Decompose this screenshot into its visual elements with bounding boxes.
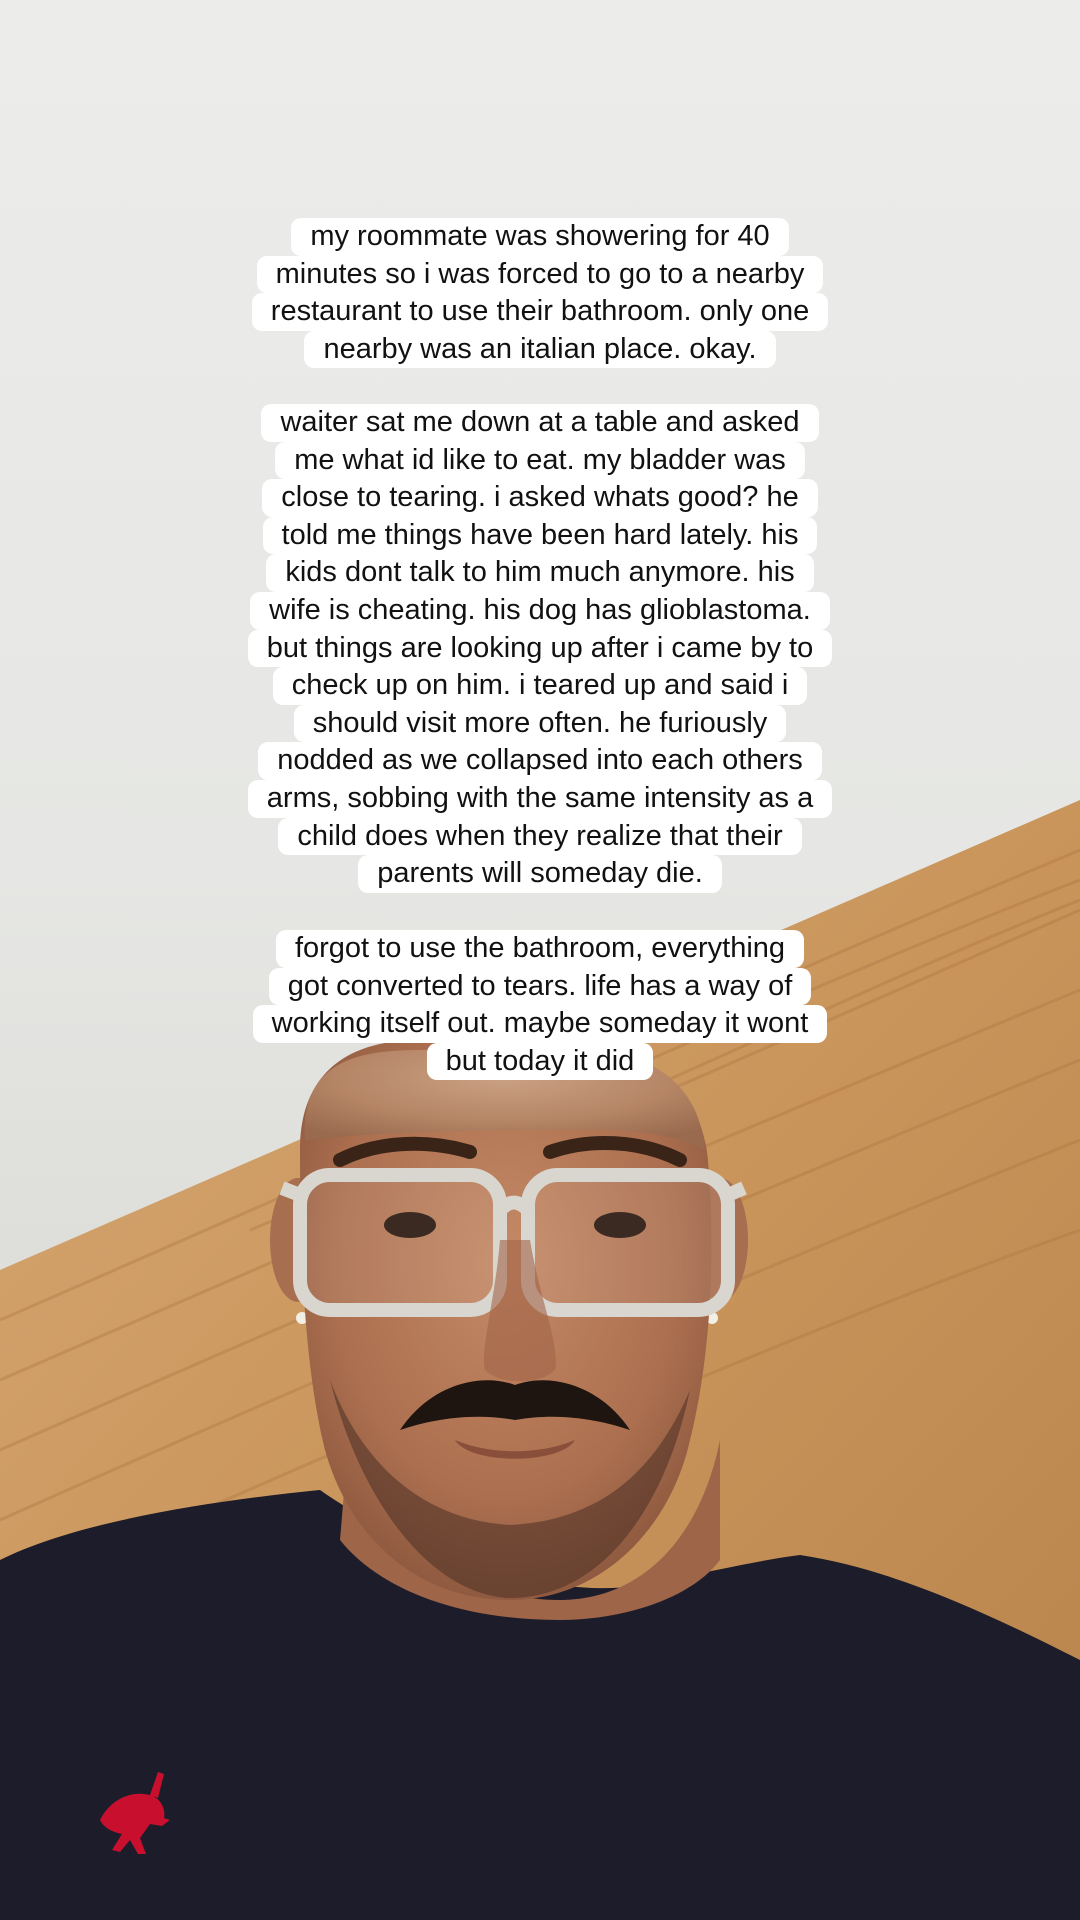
caption-line: me what id like to eat. my bladder was: [275, 442, 805, 480]
caption-line: child does when they realize that their: [278, 818, 801, 856]
caption-line: nodded as we collapsed into each others: [258, 742, 822, 780]
left-eye: [384, 1212, 436, 1238]
caption-line: parents will someday die.: [358, 855, 722, 893]
right-eye: [594, 1212, 646, 1238]
caption-line: wife is cheating. his dog has glioblastoma.: [250, 592, 830, 630]
caption-block-1: [0, 218, 1080, 368]
caption-line: check up on him. i teared up and said i: [273, 667, 808, 705]
caption-block-2: [0, 404, 1080, 893]
caption-block-3: [0, 930, 1080, 1080]
caption-line: close to tearing. i asked whats good? he: [262, 479, 818, 517]
caption-line: waiter sat me down at a table and asked: [261, 404, 818, 442]
caption-line: restaurant to use their bathroom. only one: [252, 293, 828, 331]
caption-line: my roommate was showering for 40: [291, 218, 788, 256]
caption-line: working itself out. maybe someday it wont: [253, 1005, 828, 1043]
caption-line: should visit more often. he furiously: [294, 705, 787, 743]
caption-line: told me things have been hard lately. his: [263, 517, 818, 555]
caption-line: minutes so i was forced to go to a nearby: [257, 256, 824, 294]
caption-line: nearby was an italian place. okay.: [304, 331, 775, 369]
caption-line: but things are looking up after i came by to: [248, 630, 832, 668]
caption-line: forgot to use the bathroom, everything: [276, 930, 804, 968]
caption-line: kids dont talk to him much anymore. his: [266, 554, 813, 592]
caption-line: got converted to tears. life has a way of: [269, 968, 812, 1006]
caption-line: arms, sobbing with the same intensity as a: [248, 780, 832, 818]
caption-line: but today it did: [427, 1043, 654, 1081]
